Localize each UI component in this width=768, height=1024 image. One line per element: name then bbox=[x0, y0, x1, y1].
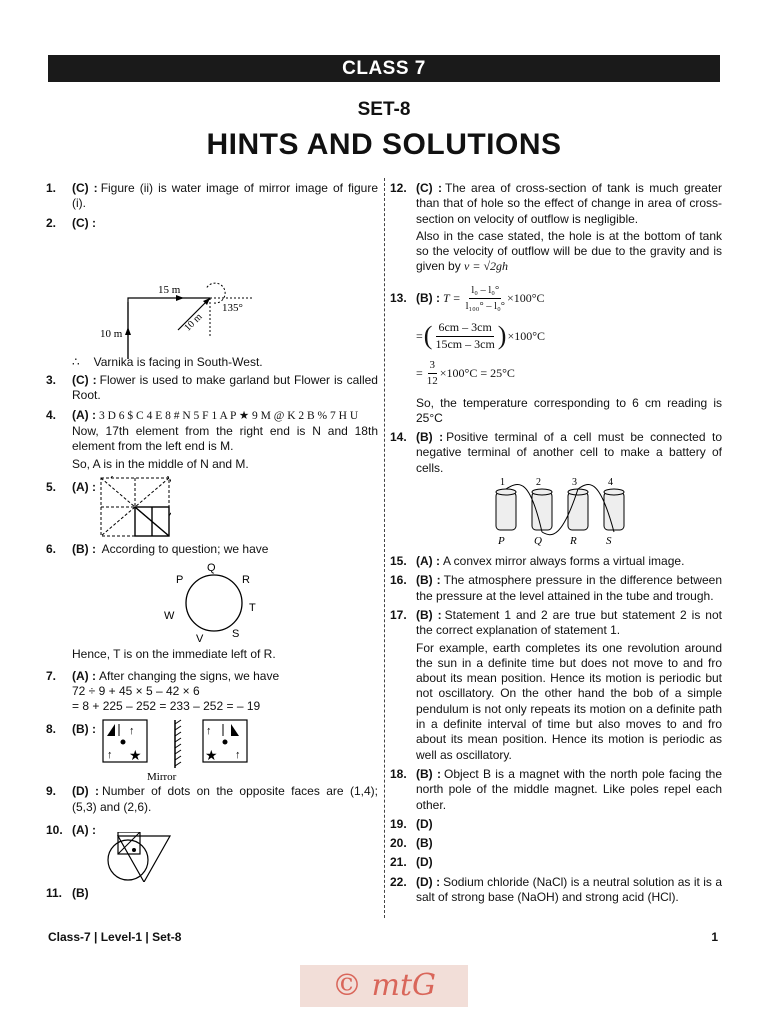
label-10m: 10 m bbox=[100, 327, 123, 340]
q13-answer: So, the temperature corresponding to 6 cm reading is 25°C bbox=[416, 395, 722, 425]
question-10: 10. (A) : bbox=[46, 823, 96, 838]
svg-text:R: R bbox=[242, 574, 250, 587]
question-6: 6. (B) : According to question; we have bbox=[46, 541, 269, 556]
footer-label: Class-7 | Level-1 | Set-8 bbox=[48, 930, 182, 944]
question-4: 4. (A) : 3 D 6 $ C 4 E 8 # N 5 F 1 A P ★ 9 M @ K 2 B % 7 H U bbox=[46, 407, 359, 422]
question-16: 16. (B) : The atmosphere pressure in the difference between the pressure at the level attained in the tube and trough. bbox=[390, 573, 722, 603]
right-column bbox=[390, 181, 722, 909]
page-title: HINTS AND SOLUTIONS bbox=[206, 128, 562, 161]
direction-figure bbox=[46, 231, 378, 359]
svg-text:↑: ↑ bbox=[235, 749, 241, 762]
question-18: 18. (B) : Object B is a magnet with the north pole facing the north pole of the middle magnet. Like poles repel each other. bbox=[390, 766, 722, 812]
question-1: 1. (C) : Figure (ii) is water image of mirror image of figure (i). bbox=[46, 181, 378, 211]
question-17: 17. (B) : Statement 1 and 2 are true but statement 2 is not the correct explanation of statement 1. bbox=[390, 607, 722, 638]
q4-conclusion: So, A is in the middle of N and M. bbox=[72, 456, 249, 471]
svg-text:↑: ↑ bbox=[129, 725, 135, 738]
q13-step3: = $\frac{3}{12}$ ×100°C = 25°C bbox=[416, 358, 515, 388]
q7-line1: 72 ÷ 9 + 45 × 5 – 42 × 6 bbox=[72, 683, 200, 698]
battery-cells-figure bbox=[390, 476, 722, 548]
question-13: 13. (B) : T = $\frac{\text{l₀ – l₀°}}{\text{l₁₀₀° – l₀°}}$ ×100°C bbox=[390, 284, 545, 313]
svg-text:S: S bbox=[606, 535, 612, 548]
q2-answer: ∴ Varnika is facing in South-West. bbox=[72, 354, 263, 369]
question-5: 5. (A) : bbox=[46, 480, 378, 538]
svg-text:4: 4 bbox=[608, 477, 613, 489]
mtg-logo: © mtG bbox=[300, 965, 468, 1007]
label-135: 135° bbox=[222, 301, 243, 314]
svg-text:R: R bbox=[570, 535, 577, 548]
q4-explanation: Now, 17th element from the right end is N and 18th element from the left end is M. bbox=[72, 424, 378, 454]
svg-text:W: W bbox=[164, 610, 175, 623]
svg-text:★: ★ bbox=[205, 749, 218, 765]
page-number: 1 bbox=[711, 930, 718, 944]
question-21: 21. (D) bbox=[390, 855, 433, 870]
mirror-label: Mirror bbox=[147, 771, 177, 783]
svg-text:★: ★ bbox=[129, 749, 142, 765]
question-15: 15. (A) : A convex mirror always forms a virtual image. bbox=[390, 554, 685, 569]
question-12: 12. (C) : The area of cross-section of tank is much greater than that of hole so the effect of change in area of cross-section on velocity of outflow is negligible. bbox=[390, 181, 722, 226]
q7-line2: = 8 + 225 – 252 = 233 – 252 = – 19 bbox=[72, 699, 261, 714]
shapes-figure bbox=[46, 832, 378, 882]
mirror-figure bbox=[99, 718, 249, 782]
q13-step2: = ( 6cm – 3cm 15cm – 3cm ) ×100°C bbox=[416, 320, 546, 351]
question-14: 14. (B) : Positive terminal of a cell must be connected to negative terminal of another cell to make a battery of cells. bbox=[390, 430, 722, 475]
circle-arrangement-figure bbox=[46, 557, 378, 643]
question-3: 3. (C) : Flower is used to make garland but Flower is called Root. bbox=[46, 373, 378, 403]
left-column bbox=[46, 181, 378, 906]
q6-answer: Hence, T is on the immediate left of R. bbox=[72, 647, 276, 662]
question-22: 22. (D) : Sodium chloride (NaCl) is a neutral solution as it is a salt of strong base (NaOH) and strong acid (HCl). bbox=[390, 874, 722, 904]
question-20: 20. (B) bbox=[390, 836, 433, 851]
svg-text:Q: Q bbox=[534, 535, 542, 548]
label-10m-diag: 10 m bbox=[182, 311, 205, 334]
set-heading: SET-8 bbox=[357, 99, 411, 120]
svg-text:↑: ↑ bbox=[107, 749, 113, 762]
svg-text:T: T bbox=[249, 602, 256, 615]
q12-continuation: Also in the case stated, the hole is at the bottom of tank so the velocity of outflow will be due to the gravity and is given by v = √2gh bbox=[416, 228, 722, 274]
pattern-figure bbox=[99, 476, 171, 538]
svg-text:1: 1 bbox=[500, 477, 505, 489]
symbol-sequence: 3 D 6 $ C 4 E 8 # N 5 F 1 A P ★ 9 M @ K 2 B % 7 H U bbox=[99, 409, 359, 422]
class-banner: CLASS 7 bbox=[48, 55, 720, 82]
svg-text:V: V bbox=[196, 633, 204, 644]
question-7: 7. (A) : After changing the signs, we have bbox=[46, 668, 280, 683]
question-11: 11. (B) bbox=[46, 886, 89, 901]
svg-text:↑: ↑ bbox=[206, 725, 212, 738]
svg-text:3: 3 bbox=[572, 477, 577, 489]
svg-text:2: 2 bbox=[536, 477, 541, 489]
q17-example: For example, earth completes its one revolution around the sun in a definite time but does not move to and fro about its mean position. Hence its motion is periodic but not oscillatory. On the other hand the bob of a simple pendulum is not only repeats its motion on a definite path in a definite interval of time but also moves to and fro about its mean position. Hence its motion is periodic as well as oscillatory. bbox=[416, 640, 722, 762]
question-2: 2. (C) : bbox=[46, 215, 96, 230]
svg-text:Q: Q bbox=[207, 562, 216, 575]
svg-text:P: P bbox=[176, 574, 184, 587]
svg-text:S: S bbox=[232, 628, 240, 641]
column-divider bbox=[384, 178, 386, 918]
question-9: 9. (D) : Number of dots on the opposite faces are (1,4); (5,3) and (2,6). bbox=[46, 784, 378, 814]
velocity-formula: v = √2gh bbox=[464, 259, 509, 274]
svg-text:P: P bbox=[498, 535, 505, 548]
question-19: 19. (D) bbox=[390, 816, 433, 831]
label-15m: 15 m bbox=[158, 283, 181, 296]
question-8: 8. (B) : ↑ ↑ ★ ↑ ★ ↑ Mirror bbox=[46, 722, 378, 782]
